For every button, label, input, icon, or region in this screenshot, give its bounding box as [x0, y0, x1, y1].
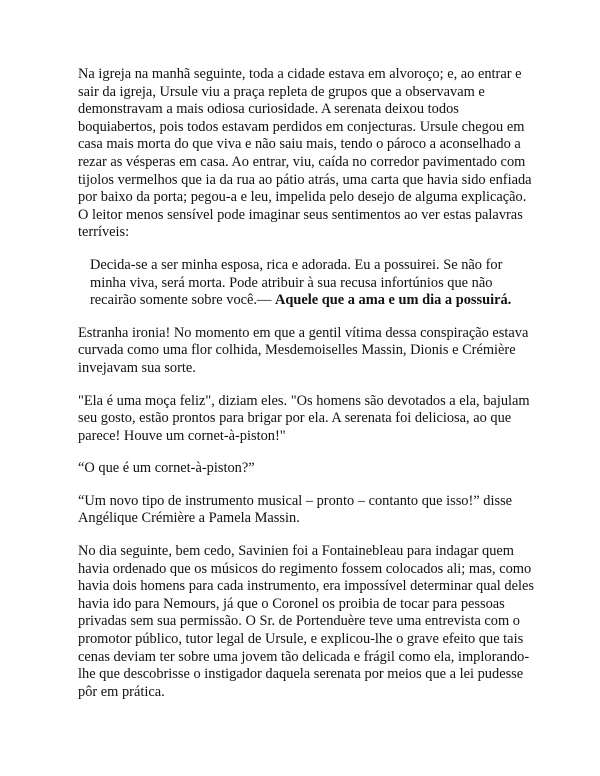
letter-quote — [90, 257, 540, 310]
paragraph-dialogue-happy: "Ela é uma moça feliz", diziam eles. "Os homens são devotados a ela, bajulam seu gosto, estão prontos para brigar por ela. A serenata foi deliciosa, ao que parece! Houve um cornet-à-piston!" — [78, 392, 530, 444]
letter-body: Decida-se a ser minha esposa, rica e adorada. Eu a possuirei. Se não for minha viva, será morta. Pode atribuir à sua recusa infortúnios que não recairão somente sobre você.— — [90, 256, 503, 309]
letter-signature: Aquele que a ama e um dia a possuirá. — [275, 292, 512, 309]
document-page — [78, 66, 540, 716]
paragraph-opening: Na igreja na manhã seguinte, toda a cidade estava em alvoroço; e, ao entrar e sair da igreja, Ursule viu a praça repleta de grupos que a observavam e demonstravam a mais odiosa curiosidade. A serenata deixou todos boquiabertos, pois todos estavam perdidos em conjecturas. Ursule chegou em casa mais morta do que viva e não saiu mais, tendo o pároco a aconselhado a rezar as vésperas em casa. Ao entrar, viu, caída no corredor pavimentado com tijolos vermelhos que ia da rua ao pátio atrás, uma carta que havia sido enfiada por baixo da porta; pegou-a e leu, impelida pelo desejo de alguma explicação. O leitor menos sensível pode imaginar seus sentimentos ao ver estas palavras terríveis: — [78, 66, 532, 241]
paragraph-irony: Estranha ironia! No momento em que a gentil vítima dessa conspiração estava curvada como uma flor colhida, Mesdemoiselles Massin, Dionis e Crémière invejavam sua sorte. — [78, 324, 529, 376]
paragraph-dialogue-answer: “Um novo tipo de instrumento musical – pronto – contanto que isso!” disse Angélique Crémière a Pamela Massin. — [78, 492, 513, 527]
paragraph-next-day: No dia seguinte, bem cedo, Savinien foi a Fontainebleau para indagar quem havia ordenado que os músicos do regimento fossem colocados ali; mas, como havia dois homens para cada instrumento, era impossível determinar qual deles havia ido para Nemours, já que o Coronel os proibia de tocar para pessoas privadas sem sua permissão. O Sr. de Portenduère teve uma entrevista com o promotor público, tutor legal de Ursule, e explicou-lhe o grave efeito que tais cenas deviam ter sobre uma jovem tão delicada e frágil como ela, implorando-lhe que descobrisse o instigador daquela serenata por meios que a lei pudesse pôr em prática. — [78, 543, 534, 700]
paragraph-dialogue-question: “O que é um cornet-à-piston?” — [78, 460, 255, 477]
letter-text — [90, 257, 540, 310]
